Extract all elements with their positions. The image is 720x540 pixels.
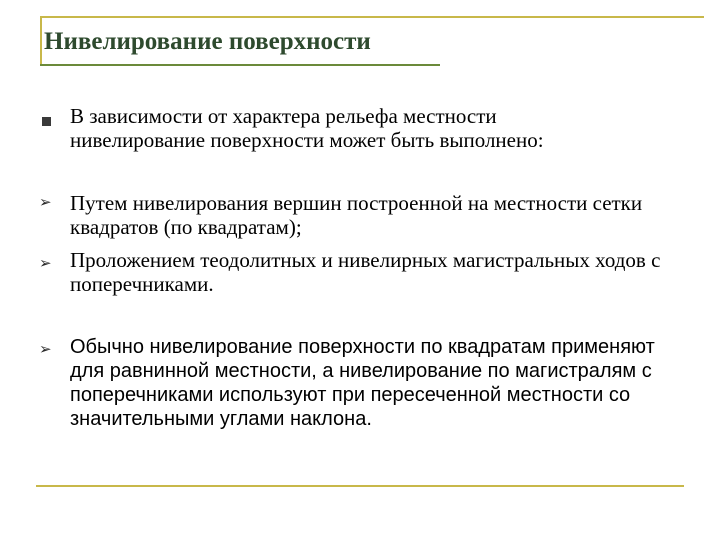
list-item-traverses: Проложением теодолитных и нивелирных магистральных ходов с поперечниками. <box>70 248 661 296</box>
title-underline <box>40 64 440 66</box>
list-item-usage: Обычно нивелирование поверхности по квадратам применяют для равнинной местности, а нивелирование по магистралям с поперечниками используют при пересеченной местности со значительными углами наклона. <box>70 336 655 430</box>
frame-top-line <box>40 16 704 18</box>
arrow-bullet-icon: ➢ <box>39 193 52 211</box>
list-item-squares: Путем нивелирования вершин построенной на местности сетки квадратов (по квадратам); <box>70 191 643 239</box>
list-item-intro: В зависимости от характера рельефа местности нивелирование поверхности может быть выполнено: <box>70 104 544 152</box>
page-title: Нивелирование поверхности <box>44 28 371 55</box>
square-bullet-icon <box>42 117 51 126</box>
arrow-bullet-icon: ➢ <box>39 254 52 272</box>
frame-bottom-line <box>36 485 684 487</box>
arrow-bullet-icon: ➢ <box>39 340 52 358</box>
frame-left-line <box>40 16 42 66</box>
